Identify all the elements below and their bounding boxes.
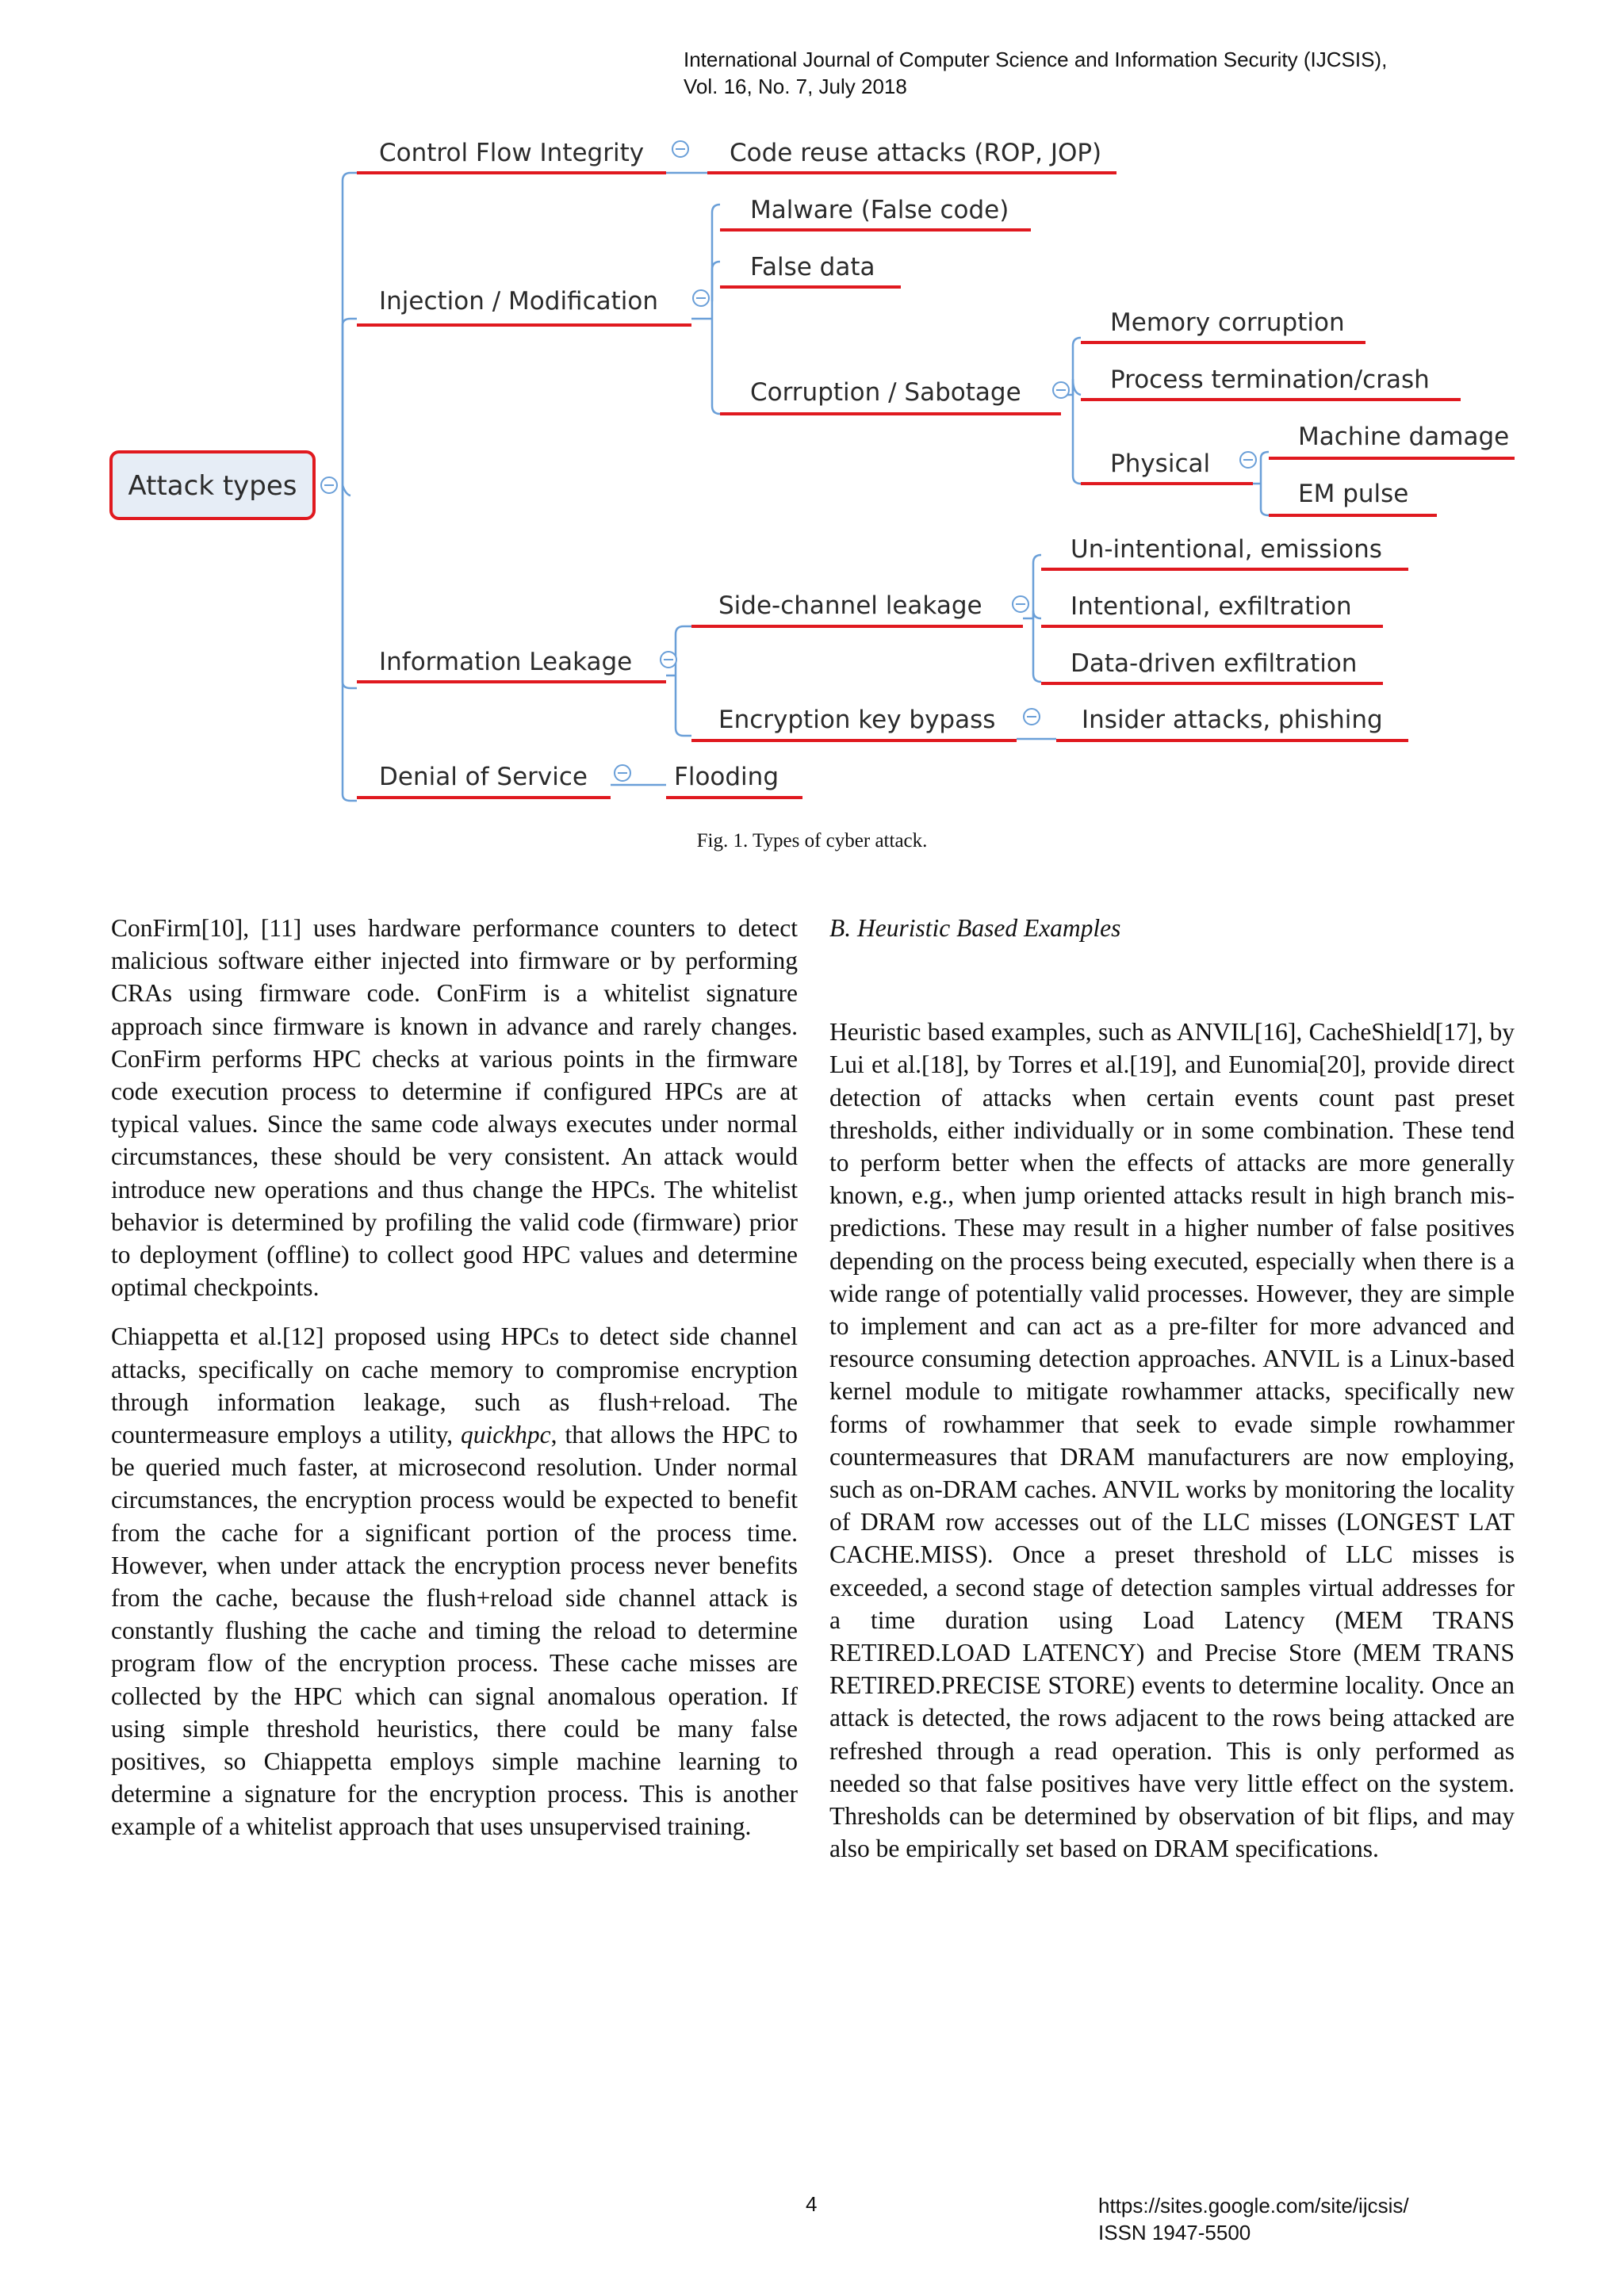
footer-info xyxy=(1098,2192,1409,2246)
node-physical[interactable]: Physical xyxy=(1110,450,1211,478)
journal-title-line: International Journal of Computer Science and Information Security (IJCSIS), xyxy=(684,48,1388,71)
paragraph-text: Chiappetta et al.[12] proposed using HPCs to detect side channel attacks, specifically on cache memory to compromise encryption through information leakage, such as flush+reload. The countermeasure employs a utility, xyxy=(111,1322,798,1449)
paragraph-confirm: ConFirm[10], [11] uses hardware performance counters to detect malicious software either injected into firmware or by performing CRAs using firmware code. ConFirm is a whitelist signature approach since firmware is known in advance and rarely changes. ConFirm performs HPC checks at various points in the firmware code execution process to determine if configured HPCs are at typical values. Since the same code always executes under normal circumstances, these should be very consistent. An attack would introduce new operations and thus change the HPCs. The whitelist behavior is determined by profiling the valid code (firmware) prior to deployment (offline) to collect good HPC values and determine optimal checkpoints. xyxy=(111,914,798,1302)
node-injection-modification[interactable]: Injection / Modification xyxy=(379,287,659,316)
event-name: MEM TRANS RETIRED.LOAD LATENCY xyxy=(829,1605,1515,1667)
quickhpc-term: quickhpc xyxy=(460,1421,551,1449)
paragraph-text: ) and Precise Store ( xyxy=(1136,1639,1362,1667)
footer-issn: ISSN 1947-5500 xyxy=(1098,2221,1251,2244)
node-malware[interactable]: Malware (False code) xyxy=(750,196,1009,224)
node-side-channel-leakage[interactable]: Side-channel leakage xyxy=(718,591,982,620)
attack-types-mindmap xyxy=(0,0,1624,825)
node-encryption-key-bypass[interactable]: Encryption key bypass xyxy=(718,706,996,734)
paragraph-chiappetta xyxy=(111,1320,798,1843)
section-heading: B. Heuristic Based Examples xyxy=(829,914,1121,942)
node-control-flow-integrity[interactable]: Control Flow Integrity xyxy=(379,139,645,167)
node-intentional-exfiltration[interactable]: Intentional, exfiltration xyxy=(1071,592,1352,621)
paragraph-text: , that allows the HPC to be queried much faster, at microsecond resolution. Under normal circumstances, the encryption process would be expected to benefit from the cache for a significant portion of the process time. However, when under attack the encryption process never benefits from the cache, because the flush+reload side channel attack is constantly flushing the cache and timing the reload to determine program flow of the encryption process. These cache misses are collected by the HPC which can signal anomalous operation. If using simple threshold heuristics, there could be many false positives, so Chiappetta employs simple machine learning to determine a signature for the encryption process. This is another example of a whitelist approach that uses unsupervised training. xyxy=(111,1421,798,1841)
node-denial-of-service[interactable]: Denial of Service xyxy=(379,763,588,791)
node-false-data[interactable]: False data xyxy=(750,253,875,281)
node-unintentional-emissions[interactable]: Un-intentional, emissions xyxy=(1071,535,1382,564)
node-corruption-sabotage[interactable]: Corruption / Sabotage xyxy=(750,378,1021,407)
node-memory-corruption[interactable]: Memory corruption xyxy=(1110,308,1345,337)
node-insider-attacks[interactable]: Insider attacks, phishing xyxy=(1082,706,1383,734)
node-machine-damage[interactable]: Machine damage xyxy=(1298,423,1510,451)
event-name: MEM TRANS RETIRED.PRECISE STORE xyxy=(829,1639,1515,1700)
left-column xyxy=(111,912,798,1860)
node-data-driven-exfiltration[interactable]: Data-driven exfiltration xyxy=(1071,649,1358,678)
right-column xyxy=(829,912,1515,1881)
paragraph-heuristic xyxy=(829,1016,1515,1865)
figure-caption: Fig. 1. Types of cyber attack. xyxy=(696,830,928,851)
paragraph-text: ). Once a preset threshold of LLC misses is exceeded, a second stage of detection samples virtual addresses for a time duration using Load Latency ( xyxy=(829,1540,1515,1634)
node-process-termination[interactable]: Process termination/crash xyxy=(1110,365,1430,394)
event-name: LONGEST LAT CACHE.MISS xyxy=(829,1508,1515,1569)
node-flooding[interactable]: Flooding xyxy=(674,763,779,791)
node-information-leakage[interactable]: Information Leakage xyxy=(379,648,633,676)
node-em-pulse[interactable]: EM pulse xyxy=(1298,480,1409,508)
node-code-reuse-attacks[interactable]: Code reuse attacks (ROP, JOP) xyxy=(730,139,1102,167)
paragraph-text: Heuristic based examples, such as ANVIL[16], CacheShield[17], by Lui et al.[18], by Torres et al.[19], and Eunomia[20], provide direct detection of attacks when certain events count past preset thresholds, either individually or in some combination. These tend to perform better when the effects of attacks are more generally known, e.g., when jump oriented attacks result in high branch mis-predictions. These may result in a higher number of false positives depending on the process being executed, especially when there is a wide range of potentially valid processes. However, they are simple to implement and can act as a pre-filter for more advanced and resource consuming detection approaches. ANVIL is a Linux-based kernel module to mitigate rowhammer attacks, specifically new forms of rowhammer that seek to evade simple rowhammer countermeasures that DRAM manufacturers are now employing, such as on-DRAM caches. ANVIL works by monitoring the locality of DRAM row accesses out of the LLC misses ( xyxy=(829,1018,1515,1536)
page-number: 4 xyxy=(806,2192,818,2216)
paragraph-text: ) events to determine locality. Once an attack is detected, the rows adjacent to the rows being attacked are refreshed through a read operation. This is only performed as needed so that false positives have very little effect on the system. Thresholds can be determined by observation of bit flips, and may also be empirically set based on DRAM specifications. xyxy=(829,1671,1515,1863)
footer-url[interactable]: https://sites.google.com/site/ijcsis/ xyxy=(1098,2194,1409,2218)
journal-volume-line: Vol. 16, No. 7, July 2018 xyxy=(684,75,907,98)
root-node-label: Attack types xyxy=(128,470,297,502)
